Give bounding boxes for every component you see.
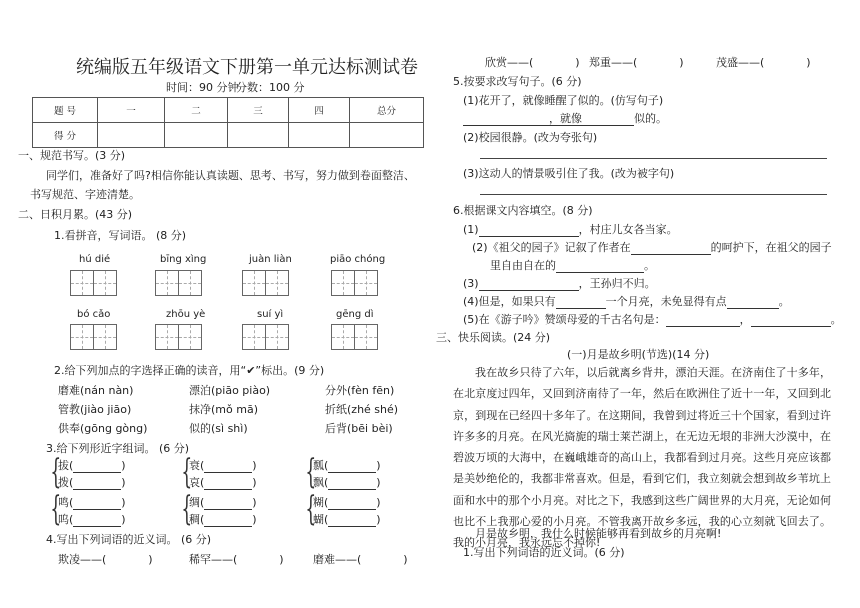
- score-input-cell[interactable]: [350, 123, 424, 148]
- similar-char-item[interactable]: 衰( ): [189, 459, 257, 472]
- score-input-cell[interactable]: [165, 123, 228, 148]
- question-5-3: (3)这动人的情景吸引住了我。(改为被字句): [463, 167, 675, 180]
- writing-grid[interactable]: [242, 270, 288, 296]
- reading-option[interactable]: 漂泊(piāo piào): [189, 384, 271, 397]
- pinyin-label: piāo chóng: [330, 254, 386, 265]
- similar-char-item[interactable]: 飘( ): [313, 476, 381, 489]
- reading-option[interactable]: 管教(jiào jiāo): [58, 403, 132, 416]
- question-6: 6.根据课文内容填空。(8 分): [453, 204, 593, 217]
- score-table-header-cell: 总分: [350, 98, 424, 123]
- fill-blank-6-1[interactable]: (1) ，村庄儿女各当家。: [463, 223, 678, 236]
- question-5-1: (1)花开了，就像睡醒了似的。(仿写句子): [463, 94, 664, 107]
- writing-grid[interactable]: [70, 324, 116, 350]
- score-table: [32, 97, 424, 148]
- question-5-2: (2)校园很静。(改为夸张句): [463, 131, 598, 144]
- passage-title: (一)月是故乡明(节选)(14 分): [567, 348, 710, 361]
- section-2-heading: 二、日积月累。(43 分): [18, 208, 133, 221]
- question-2-2: 2.给下列加点的字选择正确的读音，用“✔”标出。(9 分): [54, 364, 325, 377]
- pinyin-label: gēng dì: [336, 309, 374, 320]
- score-table-row-label: 得 分: [33, 123, 98, 148]
- brace-icon: {: [50, 452, 62, 492]
- pinyin-label: juàn liàn: [249, 254, 292, 265]
- score-input-cell[interactable]: [289, 123, 350, 148]
- similar-char-item[interactable]: 瓢( ): [313, 459, 381, 472]
- similar-char-item[interactable]: 鸣( ): [58, 496, 126, 509]
- reading-option[interactable]: 后背(bēi bèi): [325, 422, 393, 435]
- question-2-1: 1.看拼音，写词语。 (8 分): [54, 229, 187, 242]
- writing-grid[interactable]: [70, 270, 116, 296]
- similar-char-item[interactable]: 糊( ): [313, 496, 381, 509]
- score-table-header-cell: 题 号: [33, 98, 98, 123]
- similar-char-item[interactable]: 拨( ): [58, 476, 126, 489]
- writing-grid[interactable]: [242, 324, 288, 350]
- fill-blank-6-5[interactable]: (5)在《游子吟》赞颂母爱的千古名句是： ， 。: [463, 313, 842, 326]
- reading-option[interactable]: 磨难(nán nàn): [58, 384, 134, 397]
- synonym-item[interactable]: 稀罕——( ): [189, 553, 284, 566]
- writing-grid[interactable]: [331, 324, 377, 350]
- pinyin-label: bīng xìng: [160, 254, 207, 265]
- exam-time: 时间：90 分钟: [166, 81, 239, 94]
- question-2-4: 4.写出下列词语的近义词。 (6 分): [46, 533, 212, 546]
- page-title: 统编版五年级语文下册第一单元达标测试卷: [76, 57, 418, 78]
- answer-line[interactable]: [480, 158, 827, 159]
- similar-char-item[interactable]: 哀( ): [189, 476, 257, 489]
- exam-total-score: 分数：100 分: [236, 81, 305, 94]
- brace-icon: {: [305, 452, 317, 492]
- similar-char-item[interactable]: 蝴( ): [313, 513, 381, 526]
- reading-option[interactable]: 似的(sì shì): [189, 422, 248, 435]
- question-2-3: 3.给下列形近字组词。 (6 分): [46, 442, 190, 455]
- question-5: 5.按要求改写句子。(6 分): [453, 75, 582, 88]
- pinyin-label: hú dié: [79, 254, 111, 265]
- question-3-1: 1.写出下列词语的近义词。(6 分): [463, 546, 625, 559]
- similar-char-item[interactable]: 呜( ): [58, 513, 126, 526]
- writing-grid[interactable]: [155, 270, 201, 296]
- score-table-header-row: [33, 98, 424, 123]
- answer-line-5-1[interactable]: ，就像 似的。: [463, 110, 667, 126]
- score-table-header-cell: 一: [98, 98, 165, 123]
- score-table-header-cell: 三: [228, 98, 289, 123]
- score-table-header-cell: 四: [289, 98, 350, 123]
- score-table-header-cell: 二: [165, 98, 228, 123]
- pinyin-label: zhōu yè: [166, 309, 206, 320]
- answer-line[interactable]: [480, 194, 827, 195]
- synonym-item[interactable]: 郑重——( ): [589, 56, 684, 69]
- fill-blank-6-2b[interactable]: 里自由自在的 。: [490, 259, 655, 272]
- passage-closing: 月是故乡明，我什么时候能够再看到故乡的月亮啊!: [475, 527, 722, 540]
- reading-option[interactable]: 分外(fèn fēn): [325, 384, 395, 397]
- reading-option[interactable]: 折纸(zhé shé): [325, 403, 399, 416]
- writing-grid[interactable]: [155, 324, 201, 350]
- fill-blank-6-2[interactable]: (2)《祖父的园子》记叙了作者在 的呵护下，在祖父的园子: [472, 241, 832, 254]
- fill-blank-6-3[interactable]: (3) ，王孙归不归。: [463, 277, 656, 290]
- section-3-heading: 三、快乐阅读。(24 分): [436, 331, 551, 344]
- score-input-cell[interactable]: [228, 123, 289, 148]
- reading-option[interactable]: 供奉(gōng gòng): [58, 422, 148, 435]
- brace-icon: {: [181, 489, 193, 529]
- synonym-item[interactable]: 欣赏——( ): [485, 56, 580, 69]
- synonym-item[interactable]: 茂盛——( ): [716, 56, 811, 69]
- score-table-row: [33, 123, 424, 148]
- section-1-text: 书写规范、字迹清楚。: [30, 188, 140, 201]
- synonym-item[interactable]: 欺凌——( ): [58, 553, 153, 566]
- section-1-text: 同学们，准备好了吗?相信你能认真读题、思考、书写，努力做到卷面整洁、: [46, 169, 415, 182]
- fill-blank-6-4[interactable]: (4)但是，如果只有 一个月亮，未免显得有点 。: [463, 295, 790, 308]
- reading-option[interactable]: 抹净(mǒ mā): [189, 403, 258, 416]
- brace-icon: {: [181, 452, 193, 492]
- pinyin-label: suí yì: [257, 309, 284, 320]
- passage-paragraph: 我在故乡只待了六年，以后就离乡背井，漂泊天涯。在济南住了十多年，在北京度过四年，又回到济南待了一年，然后在欧洲住了近十一年，又回到北京，到现在已经四十多年了。在这期间，我曾到过将近三十个国家，看到过许许多多的月亮。在风光旖旎的瑞士莱芒湖上，在无边无垠的非洲大沙漠中，在碧波万顷的大海中，在巍峨雄奇的高山上，我都看到过月亮。这些月亮应该都是美妙绝伦的，我都非常喜欢。但是，看到它们，我立刻就会想到故乡苇坑上面和水中的那个小月亮。对比之下，我感到这些广阔世界的大月亮，无论如何也比不上我那心爱的小月亮。不管我离开故乡多远，我的心立刻就飞回去了。我的小月亮，我永远忘不掉你!: [453, 366, 831, 550]
- similar-char-item[interactable]: 稠( ): [189, 513, 257, 526]
- score-input-cell[interactable]: [98, 123, 165, 148]
- brace-icon: {: [50, 489, 62, 529]
- synonym-item[interactable]: 磨难——( ): [313, 553, 408, 566]
- similar-char-item[interactable]: 拔( ): [58, 459, 126, 472]
- similar-char-item[interactable]: 绸( ): [189, 496, 257, 509]
- writing-grid[interactable]: [331, 270, 377, 296]
- pinyin-label: bó cǎo: [77, 309, 111, 320]
- brace-icon: {: [305, 489, 317, 529]
- section-1-heading: 一、规范书写。(3 分): [18, 149, 126, 162]
